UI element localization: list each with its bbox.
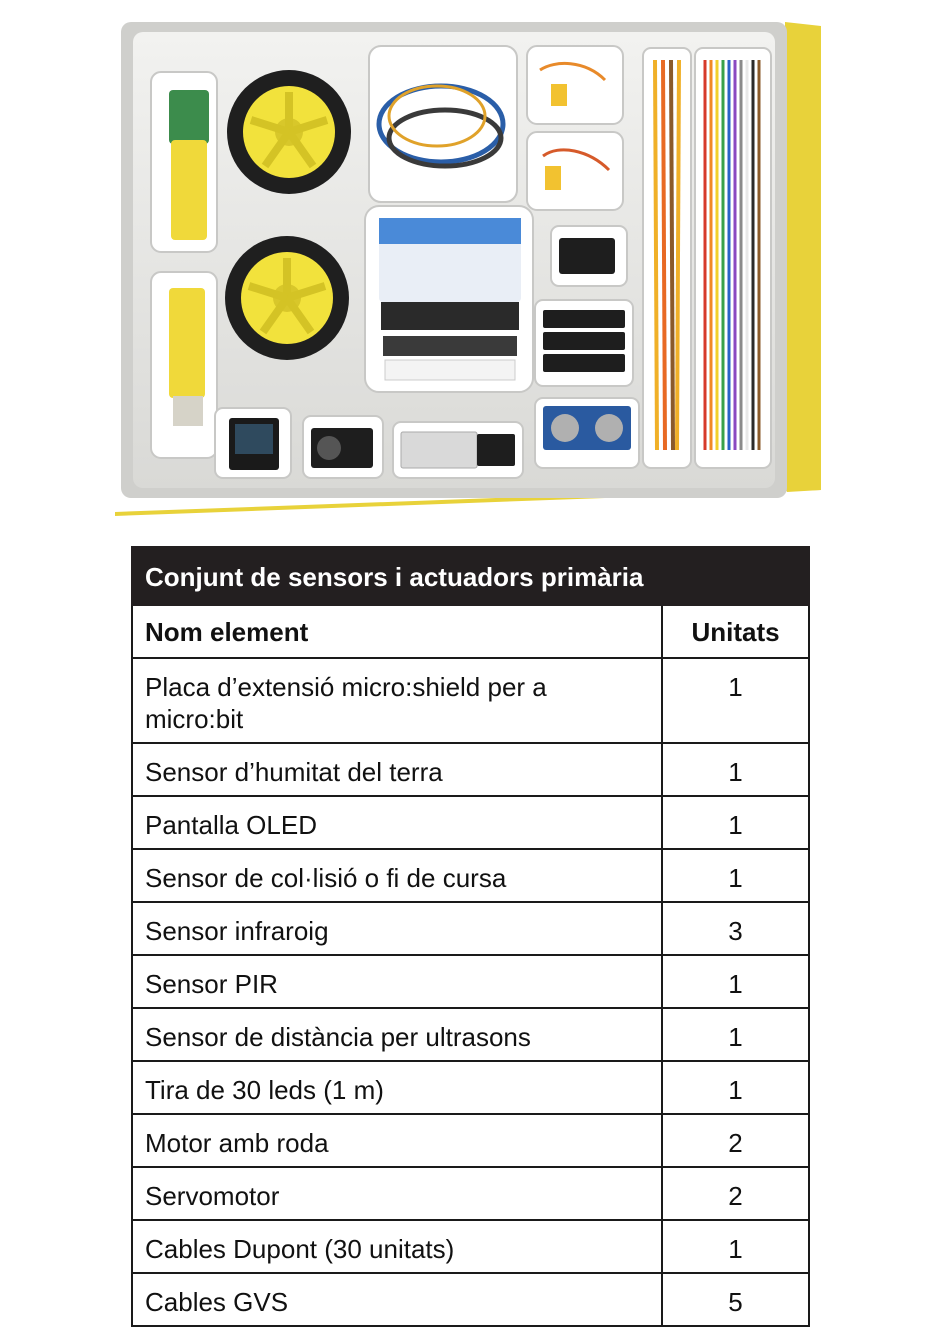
row-units: 1 [662, 849, 809, 902]
table-header-row [132, 605, 809, 658]
ultrasonic-sensor [543, 406, 631, 450]
row-units: 1 [662, 1008, 809, 1061]
row-name: Motor amb roda [132, 1114, 662, 1167]
table-row [132, 1008, 809, 1061]
table-row [132, 658, 809, 743]
row-name: Servomotor [132, 1167, 662, 1220]
table-row [132, 1273, 809, 1326]
row-name: Sensor PIR [132, 955, 662, 1008]
header-name: Nom element [132, 605, 662, 658]
header-units: Unitats [662, 605, 809, 658]
table-row [132, 1061, 809, 1114]
table-row [132, 1114, 809, 1167]
table-row [132, 796, 809, 849]
table-row [132, 743, 809, 796]
table-row [132, 902, 809, 955]
row-units: 3 [662, 902, 809, 955]
wheel-bottom [225, 236, 349, 360]
table-row [132, 849, 809, 902]
row-units: 2 [662, 1167, 809, 1220]
row-name: Pantalla OLED [132, 796, 662, 849]
row-units: 1 [662, 796, 809, 849]
table-title: Conjunt de sensors i actuadors primària [132, 547, 809, 605]
gear-motor-top [169, 90, 209, 240]
row-units: 1 [662, 1061, 809, 1114]
row-units: 1 [662, 1220, 809, 1273]
row-name: Sensor de distància per ultrasons [132, 1008, 662, 1061]
row-name: Cables Dupont (30 unitats) [132, 1220, 662, 1273]
kit-photo [115, 20, 821, 516]
row-units: 1 [662, 658, 809, 743]
row-units: 2 [662, 1114, 809, 1167]
row-units: 5 [662, 1273, 809, 1326]
row-name: Sensor infraroig [132, 902, 662, 955]
row-units: 1 [662, 955, 809, 1008]
table-row [132, 1220, 809, 1273]
wheel-top [227, 70, 351, 194]
table-row [132, 955, 809, 1008]
gear-motor-bottom [169, 288, 205, 426]
row-name: Sensor de col·lisió o fi de cursa [132, 849, 662, 902]
row-name: Sensor d’humitat del terra [132, 743, 662, 796]
row-name: Placa d’extensió micro:shield per a micro:bit [132, 658, 662, 743]
table-row [132, 1167, 809, 1220]
soil-sensor [401, 432, 515, 468]
row-units: 1 [662, 743, 809, 796]
components-table [131, 546, 810, 1327]
pir-sensor [311, 428, 373, 468]
row-name: Tira de 30 leds (1 m) [132, 1061, 662, 1114]
row-name: Cables GVS [132, 1273, 662, 1326]
table-title-row [132, 547, 809, 605]
kit-illustration [115, 20, 821, 516]
microshield-board [379, 218, 521, 380]
